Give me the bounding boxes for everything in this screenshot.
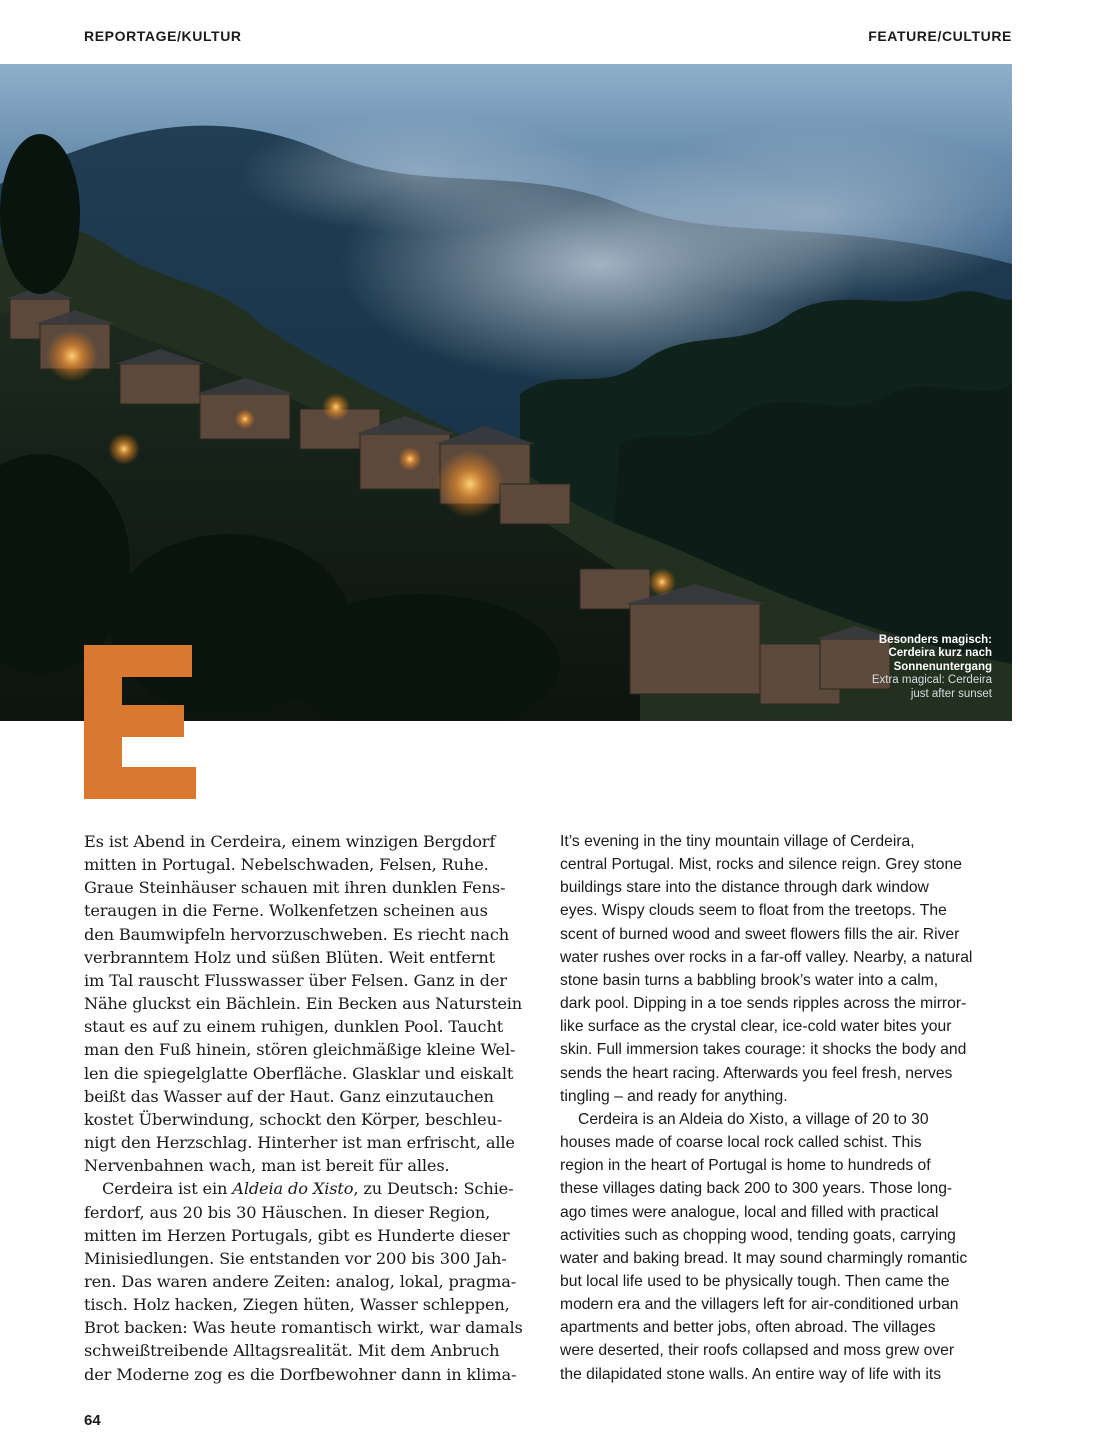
text-line: these villages dating back 200 to 300 years. Those long- [560, 1180, 953, 1198]
text-line: the dilapidated stone walls. An entire way of life with its [560, 1365, 942, 1383]
text-line: Nähe gluckst ein Bächlein. Ein Becken aus Naturstein [84, 994, 523, 1014]
text-line: der Moderne zog es die Dorfbewohner dann in klima- [84, 1364, 517, 1384]
text-line: central Portugal. Mist, rocks and silence reign. Grey stone [560, 856, 962, 874]
text-line: were deserted, their roofs collapsed and moss grew over [560, 1342, 955, 1360]
text-line: like surface as the crystal clear, ice-cold water bites your [560, 1018, 952, 1036]
text-line: man den Fuß hinein, stören gleichmäßige kleine Wel- [84, 1040, 516, 1060]
text-line: eyes. Wispy clouds seem to float from the treetops. The [560, 902, 947, 920]
text-line: schweißtreibende Alltagsrealität. Mit dem Anbruch [84, 1341, 500, 1361]
text-line: buildings stare into the distance through dark window [560, 879, 929, 897]
text-line: tisch. Holz hacken, Ziegen hüten, Wasser schleppen, [84, 1295, 510, 1315]
text-line: mitten im Herzen Portugals, gibt es Hunderte dieser [84, 1225, 510, 1245]
drop-cap-e [84, 645, 196, 799]
text-line: nigt den Herzschlag. Hinterher ist man erfrischt, alle [84, 1133, 515, 1153]
text-line: ren. Das waren andere Zeiten: analog, lokal, pragma- [84, 1271, 517, 1291]
text-line: Cerdeira is an Aldeia do Xisto, a village of 20 to 30 [578, 1110, 929, 1128]
text-line: tingling – and ready for anything. [560, 1087, 788, 1105]
text-line: im Tal rauscht Flusswasser über Felsen. Ganz in der [84, 970, 507, 990]
text-line: ago times were analogue, local and filled with practical [560, 1203, 939, 1221]
text-line [84, 1177, 536, 1200]
text-line: Minisiedlungen. Sie entstanden vor 200 bis 300 Jah- [84, 1248, 507, 1268]
caption-de-line: Sonnenuntergang [893, 660, 992, 673]
english-article-column [560, 830, 1012, 1400]
text-line: den Baumwipfeln hervorzuschweben. Es riecht nach [84, 924, 510, 944]
text-fragment: , zu Deutsch: Schie- [353, 1179, 514, 1199]
text-line: staut es auf zu einem ruhigen, dunklen Pool. Taucht [84, 1017, 504, 1037]
german-article-column [84, 830, 536, 1400]
text-line: sends the heart racing. Afterwards you feel fresh, nerves [560, 1064, 953, 1082]
text-line: kostet Überwindung, schockt den Körper, beschleu- [84, 1109, 503, 1129]
hero-photo [0, 64, 1012, 721]
text-line: region in the heart of Portugal is home to hundreds of [560, 1157, 931, 1175]
text-line: stone basin turns a babbling brook’s water into a calm, [560, 971, 939, 989]
text-line: beißt das Wasser auf der Haut. Ganz einzutauchen [84, 1086, 494, 1106]
drop-cap-letter-shape [84, 645, 196, 799]
text-fragment: Cerdeira ist ein [102, 1179, 233, 1199]
text-line: but local life used to be physically tough. Then came the [560, 1272, 950, 1290]
text-line: water and baking bread. It may sound charmingly romantic [560, 1249, 968, 1267]
italic-term: Aldeia do Xisto [232, 1179, 354, 1199]
text-line: dark pool. Dipping in a toe sends ripples across the mirror- [560, 995, 967, 1013]
page-number: 64 [84, 1412, 101, 1429]
caption-de-line: Besonders magisch: [878, 633, 992, 646]
text-line: skin. Full immersion takes courage: it shocks the body and [560, 1041, 967, 1059]
text-line: ferdorf, aus 20 bis 30 Häuschen. In dieser Region, [84, 1202, 491, 1222]
text-line: activities such as chopping wood, tending goats, carrying [560, 1226, 956, 1244]
section-label-de: REPORTAGE/KULTUR [84, 28, 242, 44]
section-label-en: FEATURE/CULTURE [868, 28, 1012, 44]
text-line: Graue Steinhäuser schauen mit ihren dunklen Fens- [84, 878, 506, 898]
text-line: Brot backen: Was heute romantisch wirkt, war damals [84, 1318, 523, 1338]
text-line: mitten in Portugal. Nebelschwaden, Felsen, Ruhe. [84, 855, 489, 875]
text-line: houses made of coarse local rock called schist. This [560, 1134, 922, 1152]
text-line: water rushes over rocks in a far-off valley. Nearby, a natural [560, 948, 973, 966]
caption-de-line: Cerdeira kurz nach [888, 647, 992, 659]
text-line: Nervenbahnen wach, man ist bereit für alles. [84, 1156, 450, 1176]
text-line: teraugen in die Ferne. Wolkenfetzen scheinen aus [84, 901, 488, 921]
text-line: Es ist Abend in Cerdeira, einem winzigen Bergdorf [84, 832, 496, 851]
text-line: modern era and the villagers left for air-conditioned urban [560, 1296, 959, 1314]
photo-caption [872, 634, 992, 702]
text-line: apartments and better jobs, often abroad. The villages [560, 1319, 936, 1337]
text-line: It’s evening in the tiny mountain village of Cerdeira, [560, 833, 915, 850]
caption-en-line: Extra magical: Cerdeira [871, 674, 992, 686]
village-photo-illustration [0, 64, 1012, 721]
caption-en-line: just after sunset [910, 687, 992, 700]
text-line: scent of burned wood and sweet flowers fills the air. River [560, 925, 960, 943]
text-line: len die spiegelglatte Oberfläche. Glasklar und eiskalt [84, 1063, 514, 1083]
text-line: verbranntem Holz und süßen Blüten. Weit entfernt [84, 947, 495, 967]
